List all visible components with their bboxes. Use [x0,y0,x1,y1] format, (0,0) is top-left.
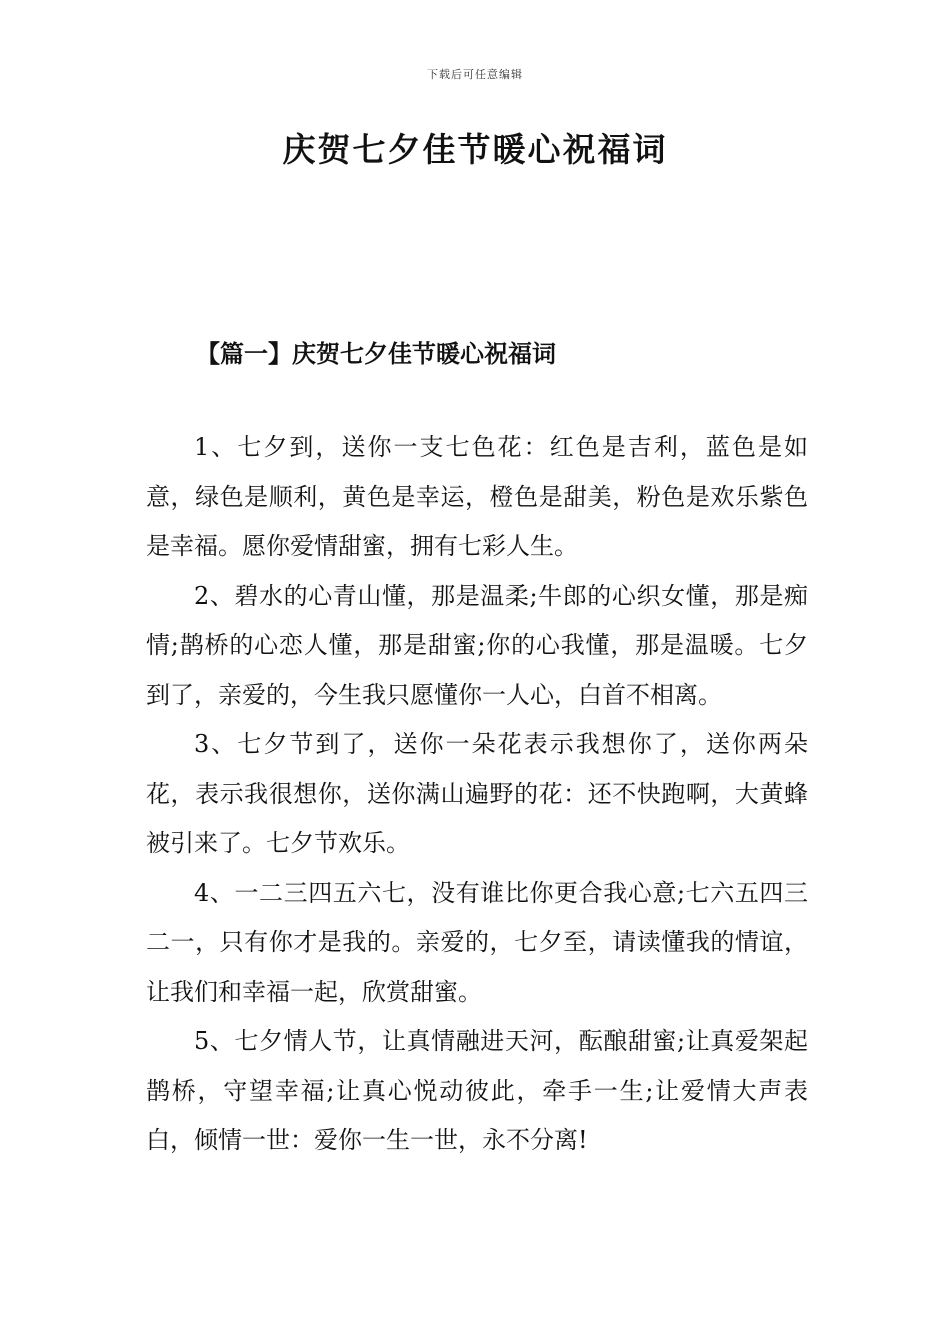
section-heading: 【篇一】庆贺七夕佳节暖心祝福词 [196,339,556,368]
document-body [146,423,808,1166]
paragraph-5: 5、七夕情人节，让真情融进天河，酝酿甜蜜;让真爱架起鹊桥，守望幸福;让真心悦动彼此，牵手一生;让爱情大声表白，倾情一世：爱你一生一世，永不分离! [146,1027,808,1154]
paragraph-4: 4、一二三四五六七，没有谁比你更合我心意;七六五四三二一，只有你才是我的。亲爱的，七夕至，请读懂我的情谊，让我们和幸福一起，欣赏甜蜜。 [146,878,808,1006]
document-title: 庆贺七夕佳节暖心祝福词 [282,130,668,169]
paragraph-3: 3、七夕节到了，送你一朵花表示我想你了，送你两朵花，表示我很想你，送你满山遍野的花：还不快跑啊，大黄蜂被引来了。七夕节欢乐。 [146,730,808,857]
paragraph-1: 1、七夕到，送你一支七色花：红色是吉利，蓝色是如意，绿色是顺利，黄色是幸运，橙色是甜美，粉色是欢乐紫色是幸福。愿你爱情甜蜜，拥有七彩人生。 [146,433,808,560]
header-note: 下载后可任意编辑 [427,68,523,81]
paragraph-2: 2、碧水的心青山懂，那是温柔;牛郎的心织女懂，那是痴情;鹊桥的心恋人懂，那是甜蜜;你的心我懂，那是温暖。七夕到了，亲爱的，今生我只愿懂你一人心，白首不相离。 [146,581,808,709]
